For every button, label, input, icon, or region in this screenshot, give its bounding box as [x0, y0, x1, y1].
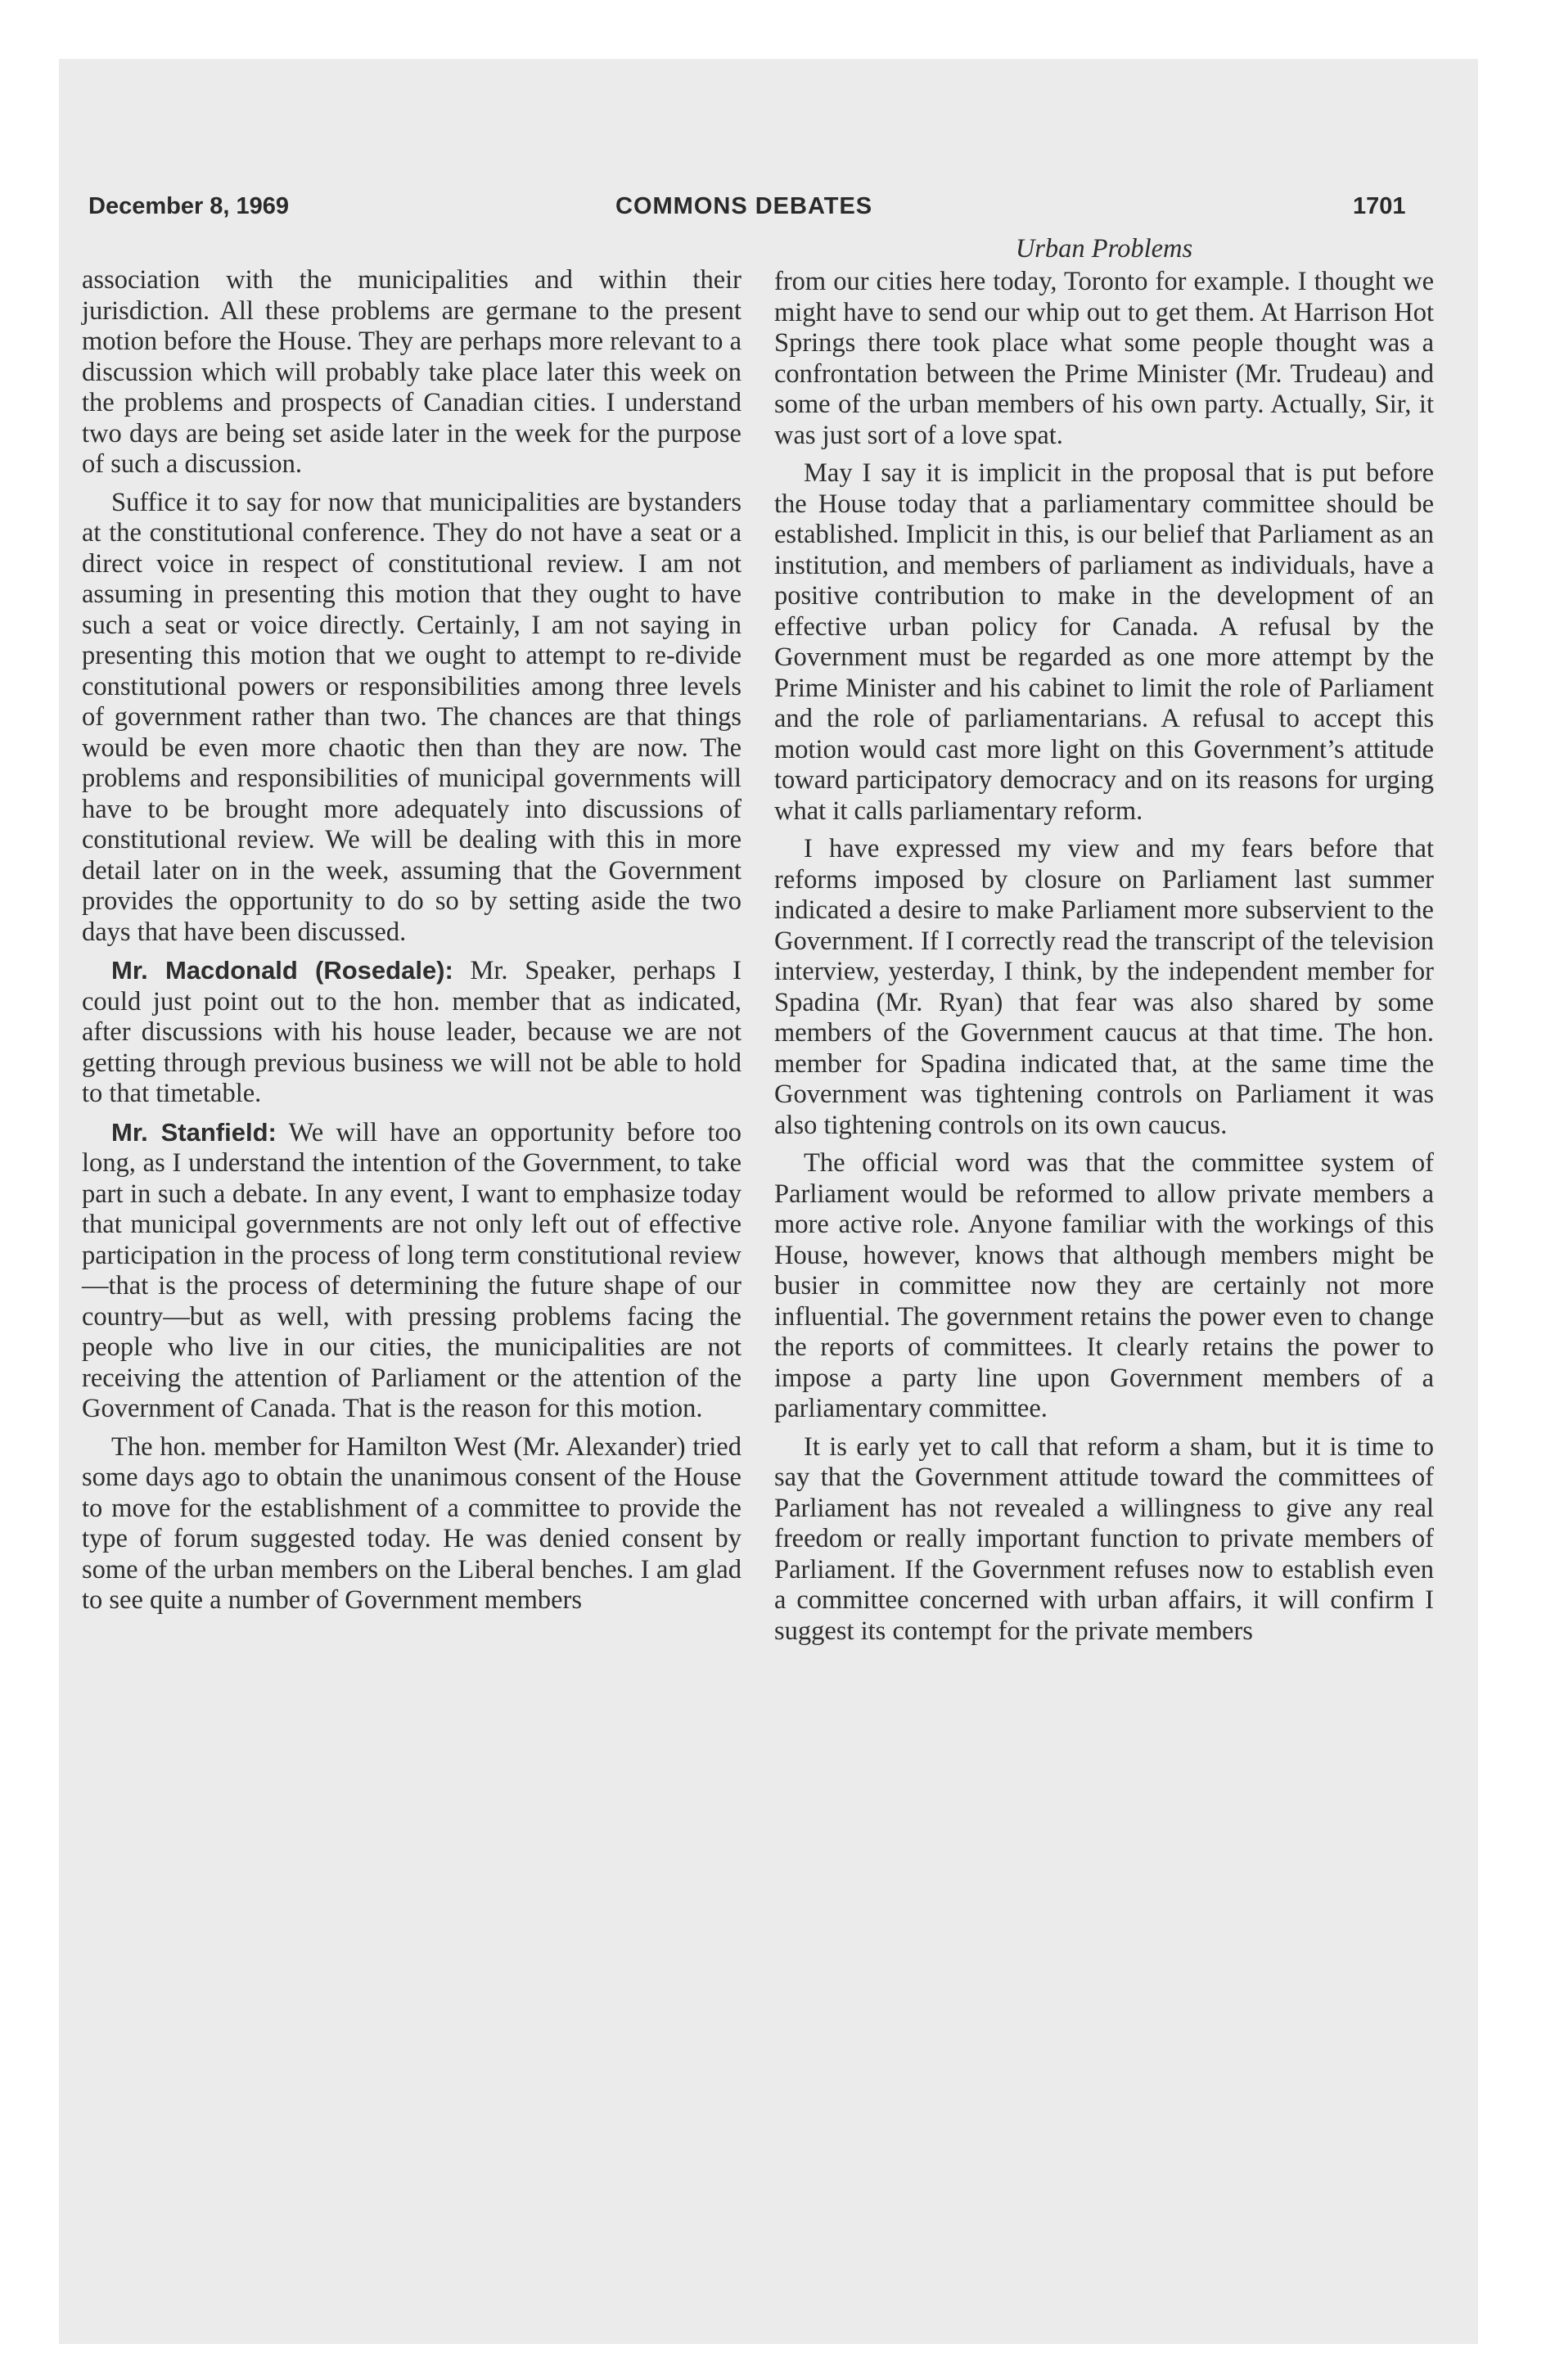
section-subheading: Urban Problems [1015, 234, 1193, 264]
speaker-name: Mr. Stanfield: [111, 1117, 277, 1147]
paragraph: from our cities here today, Toronto for example. I thought we might have to send our whip out to get them. At Harrison Hot Springs there took place what some people thought was a confrontation between the Prime Minister (Mr. Trudeau) and some of the urban members of his own party. Actually, Sir, it was just sort of a love spat. [774, 267, 1434, 450]
header-date: December 8, 1969 [88, 193, 290, 219]
speech-macdonald [82, 955, 741, 1110]
paragraph: I have expressed my view and my fears before that reforms imposed by closure on Parliament last summer indicated a desire to make Parliament more subservient to the Government. If I correctly read the transcript of the television interview, yesterday, I think, by the independent member for Spadina (Mr. Ryan) that fear was also shared by some members of the Government caucus at that time. The hon. member for Spadina indicated that, at the same time the Government was tightening controls on Parliament it was also tightening controls on its own caucus. [774, 834, 1434, 1140]
speech-text: We will have an opportunity before too long, as I understand the intention of the Government, to take part in such a debate. In any event, I want to emphasize today that municipal governments are not only left out of effective participation in the process of long term constitutional review—that is the process of determining the future shape of our country—but as well, with pressing problems facing the people who live in our cities, the municipalities are not receiving the attention of Parliament or the attention of the Government of Canada. That is the reason for this motion. [82, 1117, 741, 1423]
speech-stanfield [82, 1117, 741, 1425]
header-page-number: 1701 [1353, 193, 1406, 219]
page-header [0, 193, 1546, 234]
paragraph: May I say it is implicit in the proposal that is put before the House today that a parliamentary committee should be established. Implicit in this, is our belief that Parliament as an institution, and members of parliament as individuals, have a positive contribution to make in the development of an effective urban policy for Canada. A refusal by the Government must be regarded as one more attempt by the Prime Minister and his cabinet to limit the role of Parliament and the role of parliamentarians. A refusal to accept this motion would cast more light on this Government’s attitude toward participatory democracy and on its reasons for urging what it calls parliamentary reform. [774, 458, 1434, 826]
left-column [82, 265, 741, 1624]
paragraph: association with the municipalities and within their jurisdiction. All these problems are germane to the present motion before the House. They are perhaps more relevant to a discussion which will probably take place later this week on the problems and prospects of Canadian cities. I understand two days are being set aside later in the week for the purpose of such a discussion. [82, 265, 741, 479]
speaker-name: Mr. Macdonald (Rosedale): [111, 956, 453, 985]
right-column [774, 232, 1434, 1654]
paragraph: It is early yet to call that reform a sham, but it is time to say that the Government attitude toward the committees of Parliament has not revealed a willingness to give any real freedom or really important function to private members of Parliament. If the Government refuses now to establish even a committee concerned with urban affairs, it will confirm I suggest its contempt for the private members [774, 1431, 1434, 1646]
paragraph: Suffice it to say for now that municipalities are bystanders at the constitutional conference. They do not have a seat or a direct voice in respect of constitutional review. I am not assuming in presenting this motion that they ought to have such a seat or voice directly. Certainly, I am not saying in presenting this motion that we ought to attempt to re-divide constitutional powers or responsibilities among three levels of government rather than two. The chances are that things would be even more chaotic then than they are now. The problems and responsibilities of municipal governments will have to be brought more adequately into discussions of constitutional review. We will be dealing with this in more detail later on in the week, assuming that the Government provides the opportunity to do so by setting aside the two days that have been discussed. [82, 487, 741, 947]
speech-text: Mr. Speaker, perhaps I could just point out to the hon. member that as indicated, after discussions with his house leader, because we are not getting through previous business we will not be able to hold to that timetable. [82, 956, 741, 1108]
paragraph: The official word was that the committee system of Parliament would be reformed to allow private members a more active role. Anyone familiar with the workings of this House, however, knows that although members might be busier in committee now they are certainly not more influential. The government retains the power even to change the reports of committees. It clearly retains the power to impose a party line upon Government members of a parliamentary committee. [774, 1148, 1434, 1423]
header-publication: COMMONS DEBATES [615, 193, 873, 219]
paragraph: The hon. member for Hamilton West (Mr. Alexander) tried some days ago to obtain the unanimous consent of the House to move for the establishment of a committee to provide the type of forum suggested today. He was denied consent by some of the urban members on the Liberal benches. I am glad to see quite a number of Government members [82, 1431, 741, 1615]
